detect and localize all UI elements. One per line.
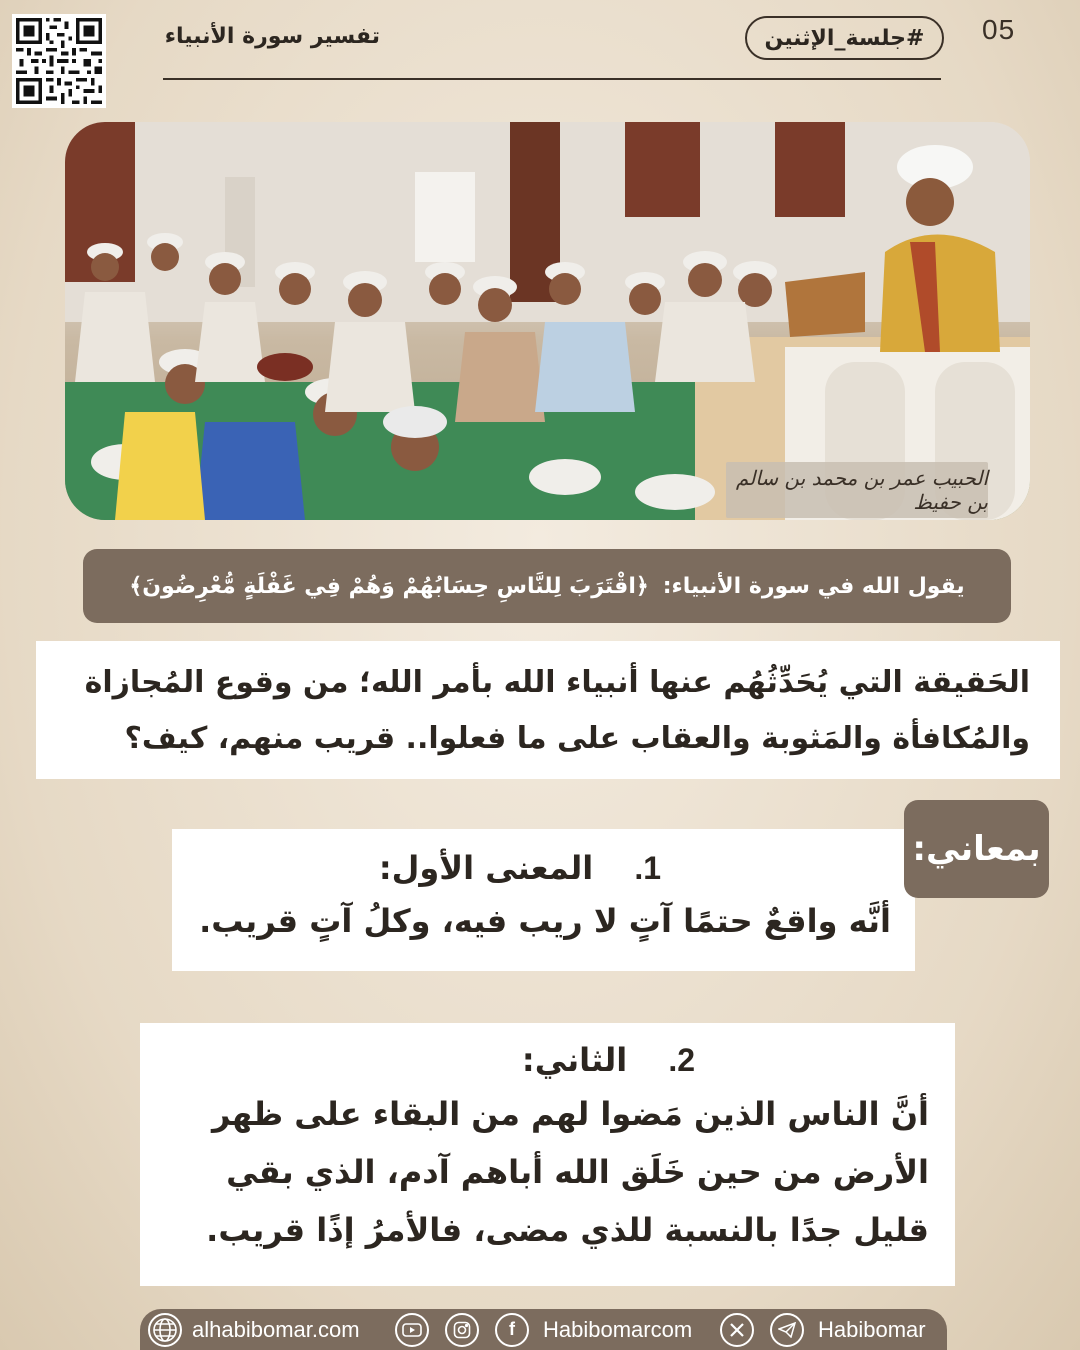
meaning-2-line-1: أنَّ الناس الذين مَضوا لهم من البقاء على ظهر [211, 1095, 929, 1133]
meaning-1-number: 1. [634, 850, 661, 886]
telegram-icon [770, 1313, 804, 1347]
meaning-1-heading [196, 843, 891, 893]
intro-line-1: الحَقيقة التي يُحَدِّثُهُم عنها أنبياء الله بأمر الله؛ من وقوع المُجازاة [84, 665, 1030, 700]
header-divider [163, 78, 941, 80]
intro-box [36, 641, 1060, 779]
youtube-icon [395, 1313, 429, 1347]
globe-icon [148, 1313, 182, 1347]
footer-bar [140, 1309, 947, 1350]
qr-code-icon[interactable] [12, 14, 106, 108]
meanings-label: بمعاني: [904, 800, 1049, 898]
meaning-1-text: أنَّه واقعٌ حتمًا آتٍ لا ريب فيه، وكلُ آتٍ قريب. [199, 902, 891, 940]
meaning-1-title: المعنى الأول: [378, 849, 594, 887]
meaning-2-box [140, 1023, 955, 1286]
facebook-link[interactable] [495, 1309, 692, 1350]
lecture-scene-illustration [65, 122, 1030, 520]
photo-watermark: الحبيب عمر بن محمد بن سالم بن حفيظ [726, 462, 988, 518]
verse-banner [83, 549, 1011, 623]
lecture-photo [65, 122, 1030, 520]
facebook-handle[interactable]: Habibomarcom [543, 1316, 693, 1342]
x-icon [720, 1313, 754, 1347]
instagram-link[interactable] [445, 1309, 479, 1350]
meaning-2-line-3: قليل جدًا بالنسبة للذي مضى، فالأمرُ إذًا قريب. [206, 1211, 929, 1249]
intro-line-2: والمُكافأة والمَثوبة والعقاب على ما فعلوا.. قريب منهم، كيف؟ [124, 721, 1030, 756]
meaning-2-number: 2. [668, 1042, 695, 1078]
website-link[interactable]: alhabibomar.com [192, 1316, 360, 1342]
meaning-2-heading [166, 1035, 929, 1085]
telegram-link[interactable] [770, 1309, 926, 1350]
hashtag-badge: #جلسة_الإثنين [745, 16, 944, 60]
x-link[interactable] [720, 1309, 754, 1350]
footer-website[interactable] [148, 1309, 360, 1350]
verse-ayah: ﴿اقْتَرَبَ لِلنَّاسِ حِسَابُهُمْ وَهُمْ فِي غَفْلَةٍ مُّعْرِضُونَ﴾ [129, 573, 649, 599]
meaning-1-box [172, 829, 915, 971]
page-number: 05 [982, 14, 1016, 45]
facebook-icon: f [495, 1313, 529, 1347]
header-title: تفسير سورة الأنبياء [164, 24, 380, 49]
meaning-2-title: الثاني: [521, 1041, 628, 1079]
meaning-2-line-2: الأرض من حين خَلَق الله أباهم آدم، الذي بقي [226, 1153, 929, 1191]
verse-intro: يقول الله في سورة الأنبياء: [662, 573, 965, 599]
youtube-link[interactable] [395, 1309, 429, 1350]
instagram-icon [445, 1313, 479, 1347]
telegram-handle[interactable]: Habibomar [818, 1316, 926, 1342]
